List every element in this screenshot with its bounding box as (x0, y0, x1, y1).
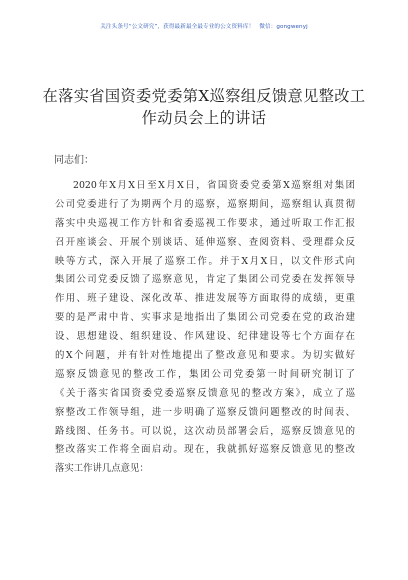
body-line: 落实工作讲几点意见： (55, 463, 149, 475)
body-line: 作用、班子建设、深化改革、推进发展等方面取得的成绩，更重 (55, 293, 355, 305)
title-line-2: 作动员会上的讲话 (141, 108, 267, 127)
body-line: 要的是严肃中肯、实事求是地指出了集团公司党委在党的政治建 (55, 312, 355, 324)
body-line: 《关于落实省国资委党委巡察反馈意见的整改方案》，成立了巡 (55, 387, 355, 399)
body-line: 路线图、任务书。可以说，这次动员部署会后，巡察反馈意见的 (55, 425, 355, 437)
body-line: 2020年X月X日至X月X日，省国资委党委第X巡察组对集团 (73, 180, 355, 191)
body-line: 巡察反馈意见的整改工作，集团公司党委第一时间研究制订了 (55, 368, 355, 380)
body-line: 设、思想建设、组织建设、作风建设、纪律建设等七个方面存在 (55, 331, 355, 343)
title-line-1: 在落实省国资委党委第X巡察组反馈意见整改工 (42, 87, 366, 105)
body-line: 落实中央巡视工作方针和省委巡视工作要求，通过听取工作汇报 (55, 217, 355, 229)
banner-handle: 微信：gongwenyj (259, 24, 308, 30)
body-line: 整改落实工作将全面启动。现在，我就抓好巡察反馈意见的整改 (55, 444, 355, 456)
banner-text: 关注头条号“公文研究”，获得最新最全最专业的公文资料库！ (100, 24, 255, 30)
document-title (40, 86, 368, 129)
body-line: 公司党委进行了为期两个月的巡察，巡察期间，巡察组认真贯彻 (55, 198, 355, 210)
body-line: 的X个问题，并有针对性地提出了整改意见和要求。为切实做好 (55, 350, 355, 362)
body-line: 映等方式，深入开展了巡察工作。并于X月X日，以文件形式向 (55, 255, 355, 267)
body-line: 召开座谈会、开展个别谈话、延伸巡察、查阅资料、受理群众反 (55, 236, 355, 248)
body-line: 集团公司党委反馈了巡察意见，肯定了集团公司党委在发挥领导 (55, 274, 355, 286)
salutation: 同志们： (54, 155, 94, 166)
document-body (55, 177, 355, 479)
header-banner (0, 22, 408, 30)
body-line: 察整改工作领导组，进一步明确了巡察反馈问题整改的时间表、 (55, 406, 355, 418)
